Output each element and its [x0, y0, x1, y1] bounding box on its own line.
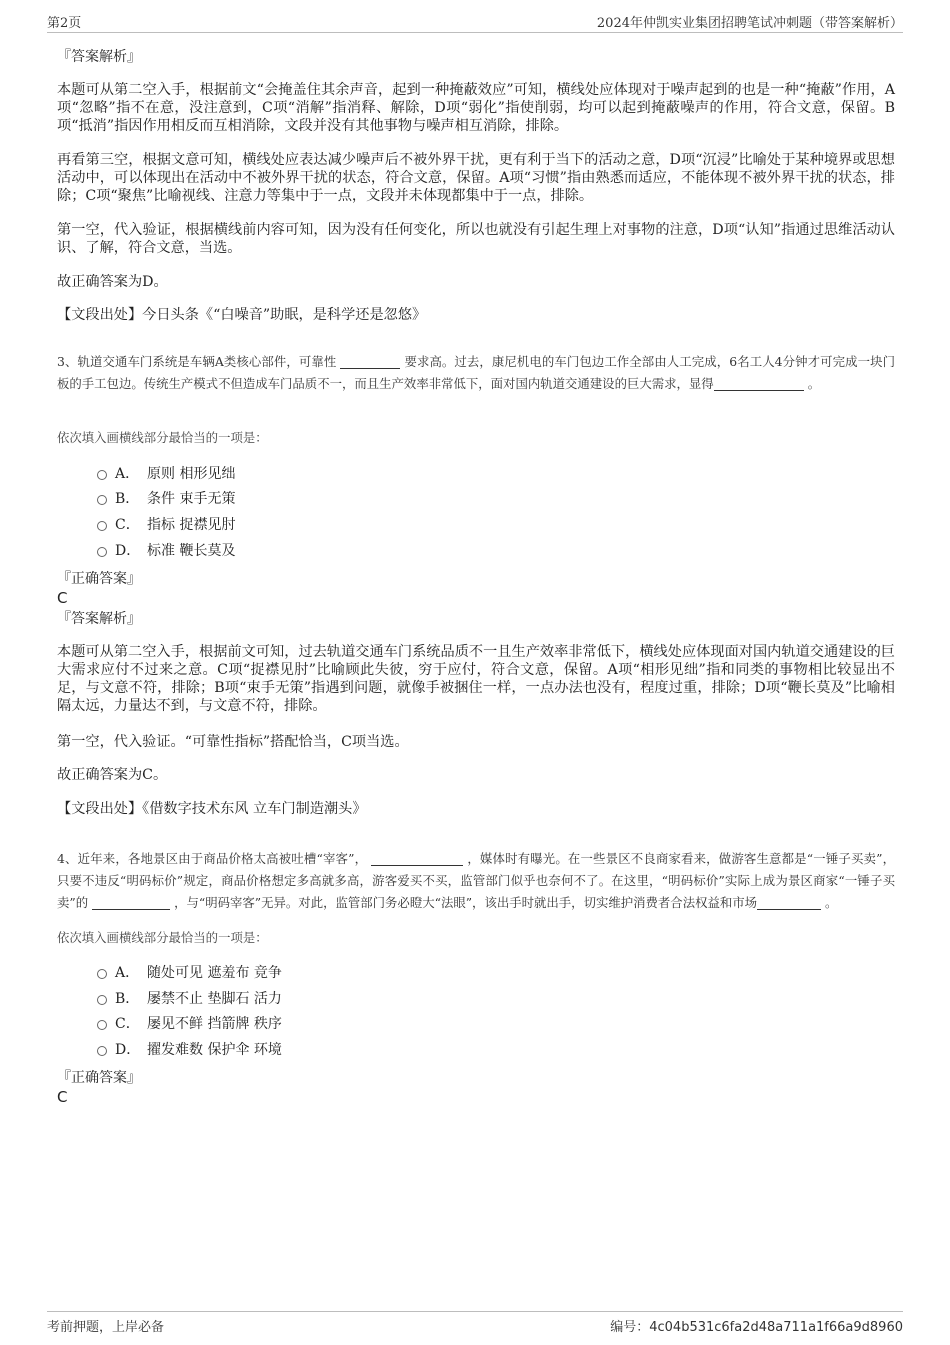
question-stem: [57, 848, 895, 914]
radio-button[interactable]: [97, 470, 107, 480]
q2-source: [57, 306, 895, 324]
fill-blank: [340, 354, 400, 369]
q3-analysis-label-block: [57, 610, 895, 628]
q4-stem: [57, 848, 895, 914]
fill-blank: [714, 376, 804, 391]
analysis-paragraph: 第一空，代入验证，根据横线前内容可知，因为没有任何变化，所以也就没有引起生理上对事物的注意，D项“认知”指通过思维活动认识、了解，符合文意，当选。: [57, 222, 895, 256]
conclusion-text: 故正确答案为C。: [57, 767, 168, 783]
option-letter: A．: [115, 965, 140, 981]
stem-end: 。: [807, 376, 821, 391]
q4-answer-block: [57, 1088, 895, 1106]
q4-answer-label-block: [57, 1069, 895, 1087]
analysis-paragraph: 再看第三空，根据文意可知，横线处应表达减少噪声后不被外界干扰，更有利于当下的活动之意，D项“沉浸”比喻处于某种境界或思想活动中，可以体现出在活动中不被外界干扰的状态，符合文意，保留。A项“习惯”指由熟悉而适应，不能体现不被外界干扰的状态，排除；C项“聚焦”比喻视线、注意力等集中于一点，文段并未体现都集中于一点，排除。: [57, 152, 895, 204]
stem-end: 。: [825, 895, 838, 910]
correct-answer: C: [57, 589, 68, 607]
q2-analysis-paragraph-3: [57, 221, 895, 257]
q3-analysis-paragraph-1: [57, 643, 895, 715]
document-id-label: 编号：: [610, 1320, 650, 1335]
stem-text: 4、近年来，各地景区由于商品价格太高被吐槽“宰客”，: [57, 851, 368, 866]
radio-button[interactable]: [97, 1020, 107, 1030]
q2-analysis-label-block: [57, 48, 895, 66]
option-letter: C．: [115, 1016, 140, 1032]
analysis-paragraph: 本题可从第二空入手，根据前文可知，过去轨道交通车门系统品质不一且生产效率非常低下，横线处应体现面对国内轨道交通建设的巨大需求应付不过来之意。C项“捉襟见肘”比喻顾此失彼，穷于应付，符合文意，保留。A项“相形见绌”指和同类的事物相比较显出不足，与文意不符，排除；B项“束手无策”指遇到问题，就像手被捆住一样，一点办法也没有，程度过重，排除；D项“鞭长莫及”比喻相隔太远，力量达不到，与文意不符，排除。: [57, 644, 895, 714]
analysis-paragraph: 第一空，代入验证。“可靠性指标”搭配恰当，C项当选。: [57, 734, 409, 750]
radio-button[interactable]: [97, 547, 107, 557]
page-footer: [47, 1311, 903, 1336]
fill-blank: [757, 895, 821, 910]
analysis-label: 『答案解析』: [57, 49, 141, 65]
fill-blank: [371, 851, 463, 866]
q2-analysis-paragraph-1: [57, 81, 895, 135]
stem-text: 要求高。过去，康尼机电的车门包边工作全部由人工完成，6名工人4分钟才可完成一块门板的手工包边。传统生产模式不但造成车门品质不一，而且生产效率非常低下，面对国内轨道交通建设的巨大需求，显得: [57, 354, 895, 391]
option-text: 屡见不鲜 挡箭牌 秩序: [147, 1016, 282, 1032]
q4-instruction: [57, 929, 895, 947]
option-text: 条件 束手无策: [147, 491, 236, 507]
q3-source: [57, 800, 895, 818]
document-title: 2024年仲凯实业集团招聘笔试冲刺题（带答案解析）: [596, 16, 903, 31]
conclusion-text: 故正确答案为D。: [57, 274, 168, 290]
instruction-text: 依次填入画横线部分最恰当的一项是：: [57, 930, 268, 945]
q3-instruction: [57, 429, 895, 447]
stem-text: 3、轨道交通车门系统是车辆A类核心部件，可靠性: [57, 354, 337, 369]
source-text: 【文段出处】今日头条《“白噪音”助眠，是科学还是忽悠》: [57, 307, 427, 323]
instruction-text: 依次填入画横线部分最恰当的一项是：: [57, 430, 268, 445]
q2-conclusion: [57, 273, 895, 291]
option-text: 标准 鞭长莫及: [147, 543, 236, 559]
option-letter: C．: [115, 517, 140, 533]
option-letter: B．: [115, 991, 140, 1007]
source-text: 【文段出处】《借数字技术东风 立车门制造潮头》: [57, 801, 367, 817]
document-id: [610, 1316, 903, 1335]
option-letter: B．: [115, 491, 140, 507]
q3-analysis-paragraph-2: [57, 733, 895, 751]
page-header: [47, 10, 903, 33]
radio-button[interactable]: [97, 995, 107, 1005]
option-letter: A．: [115, 466, 140, 482]
radio-button[interactable]: [97, 969, 107, 979]
correct-answer-label: 『正确答案』: [57, 571, 141, 587]
q3-answer-block: [57, 589, 895, 607]
fill-blank: [92, 895, 170, 910]
stem-text: ，媒体时有曝光。在一些景区不良商家看来，做游客生意都是“一锤子买卖”，只要不违反“明码标价”规定，商品价格想定多高就多高，游客爱买不买，监管部门似乎也奈何不了。在这里，“明码标价”实际上成为景区商家“一锤子买卖”的: [57, 851, 895, 910]
analysis-paragraph: 本题可从第二空入手，根据前文“会掩盖住其余声音，起到一种掩蔽效应”可知，横线处应体现对于噪声起到的也是一种“掩蔽”作用，A项“忽略”指不在意，没注意到，C项“消解”指消释、解除，D项“弱化”指使削弱，均可以起到掩蔽噪声的作用，符合文意，保留。B项“抵消”指因作用相反而互相消除，文段并没有其他事物与噪声相互消除，排除。: [57, 82, 895, 134]
q3-stem: [57, 351, 895, 395]
option-letter: D．: [115, 1042, 141, 1058]
radio-button[interactable]: [97, 495, 107, 505]
q3-conclusion: [57, 766, 895, 784]
radio-button[interactable]: [97, 521, 107, 531]
option-text: 随处可见 遮羞布 竞争: [147, 965, 282, 981]
option-text: 屡禁不止 垫脚石 活力: [147, 991, 282, 1007]
footer-slogan: 考前押题，上岸必备: [47, 1320, 165, 1335]
option-text: 原则 相形见绌: [147, 466, 236, 482]
page-number: 第2页: [47, 16, 82, 31]
q2-analysis-paragraph-2: [57, 151, 895, 205]
option-text: 擢发难数 保护伞 环境: [147, 1042, 282, 1058]
question-stem: [57, 351, 895, 395]
document-id-code: 4c04b531c6fa2d48a711a1f66a9d8960: [649, 1320, 903, 1335]
correct-answer: C: [57, 1088, 68, 1106]
q3-answer-label-block: [57, 570, 895, 588]
radio-button[interactable]: [97, 1046, 107, 1056]
analysis-label: 『答案解析』: [57, 611, 141, 627]
stem-text: ，与“明码宰客”无异。对此，监管部门务必瞪大“法眼”，该出手时就出手，切实维护消费者合法权益和市场: [174, 895, 758, 910]
correct-answer-label: 『正确答案』: [57, 1070, 141, 1086]
option-text: 指标 捉襟见肘: [147, 517, 236, 533]
option-letter: D．: [115, 543, 141, 559]
